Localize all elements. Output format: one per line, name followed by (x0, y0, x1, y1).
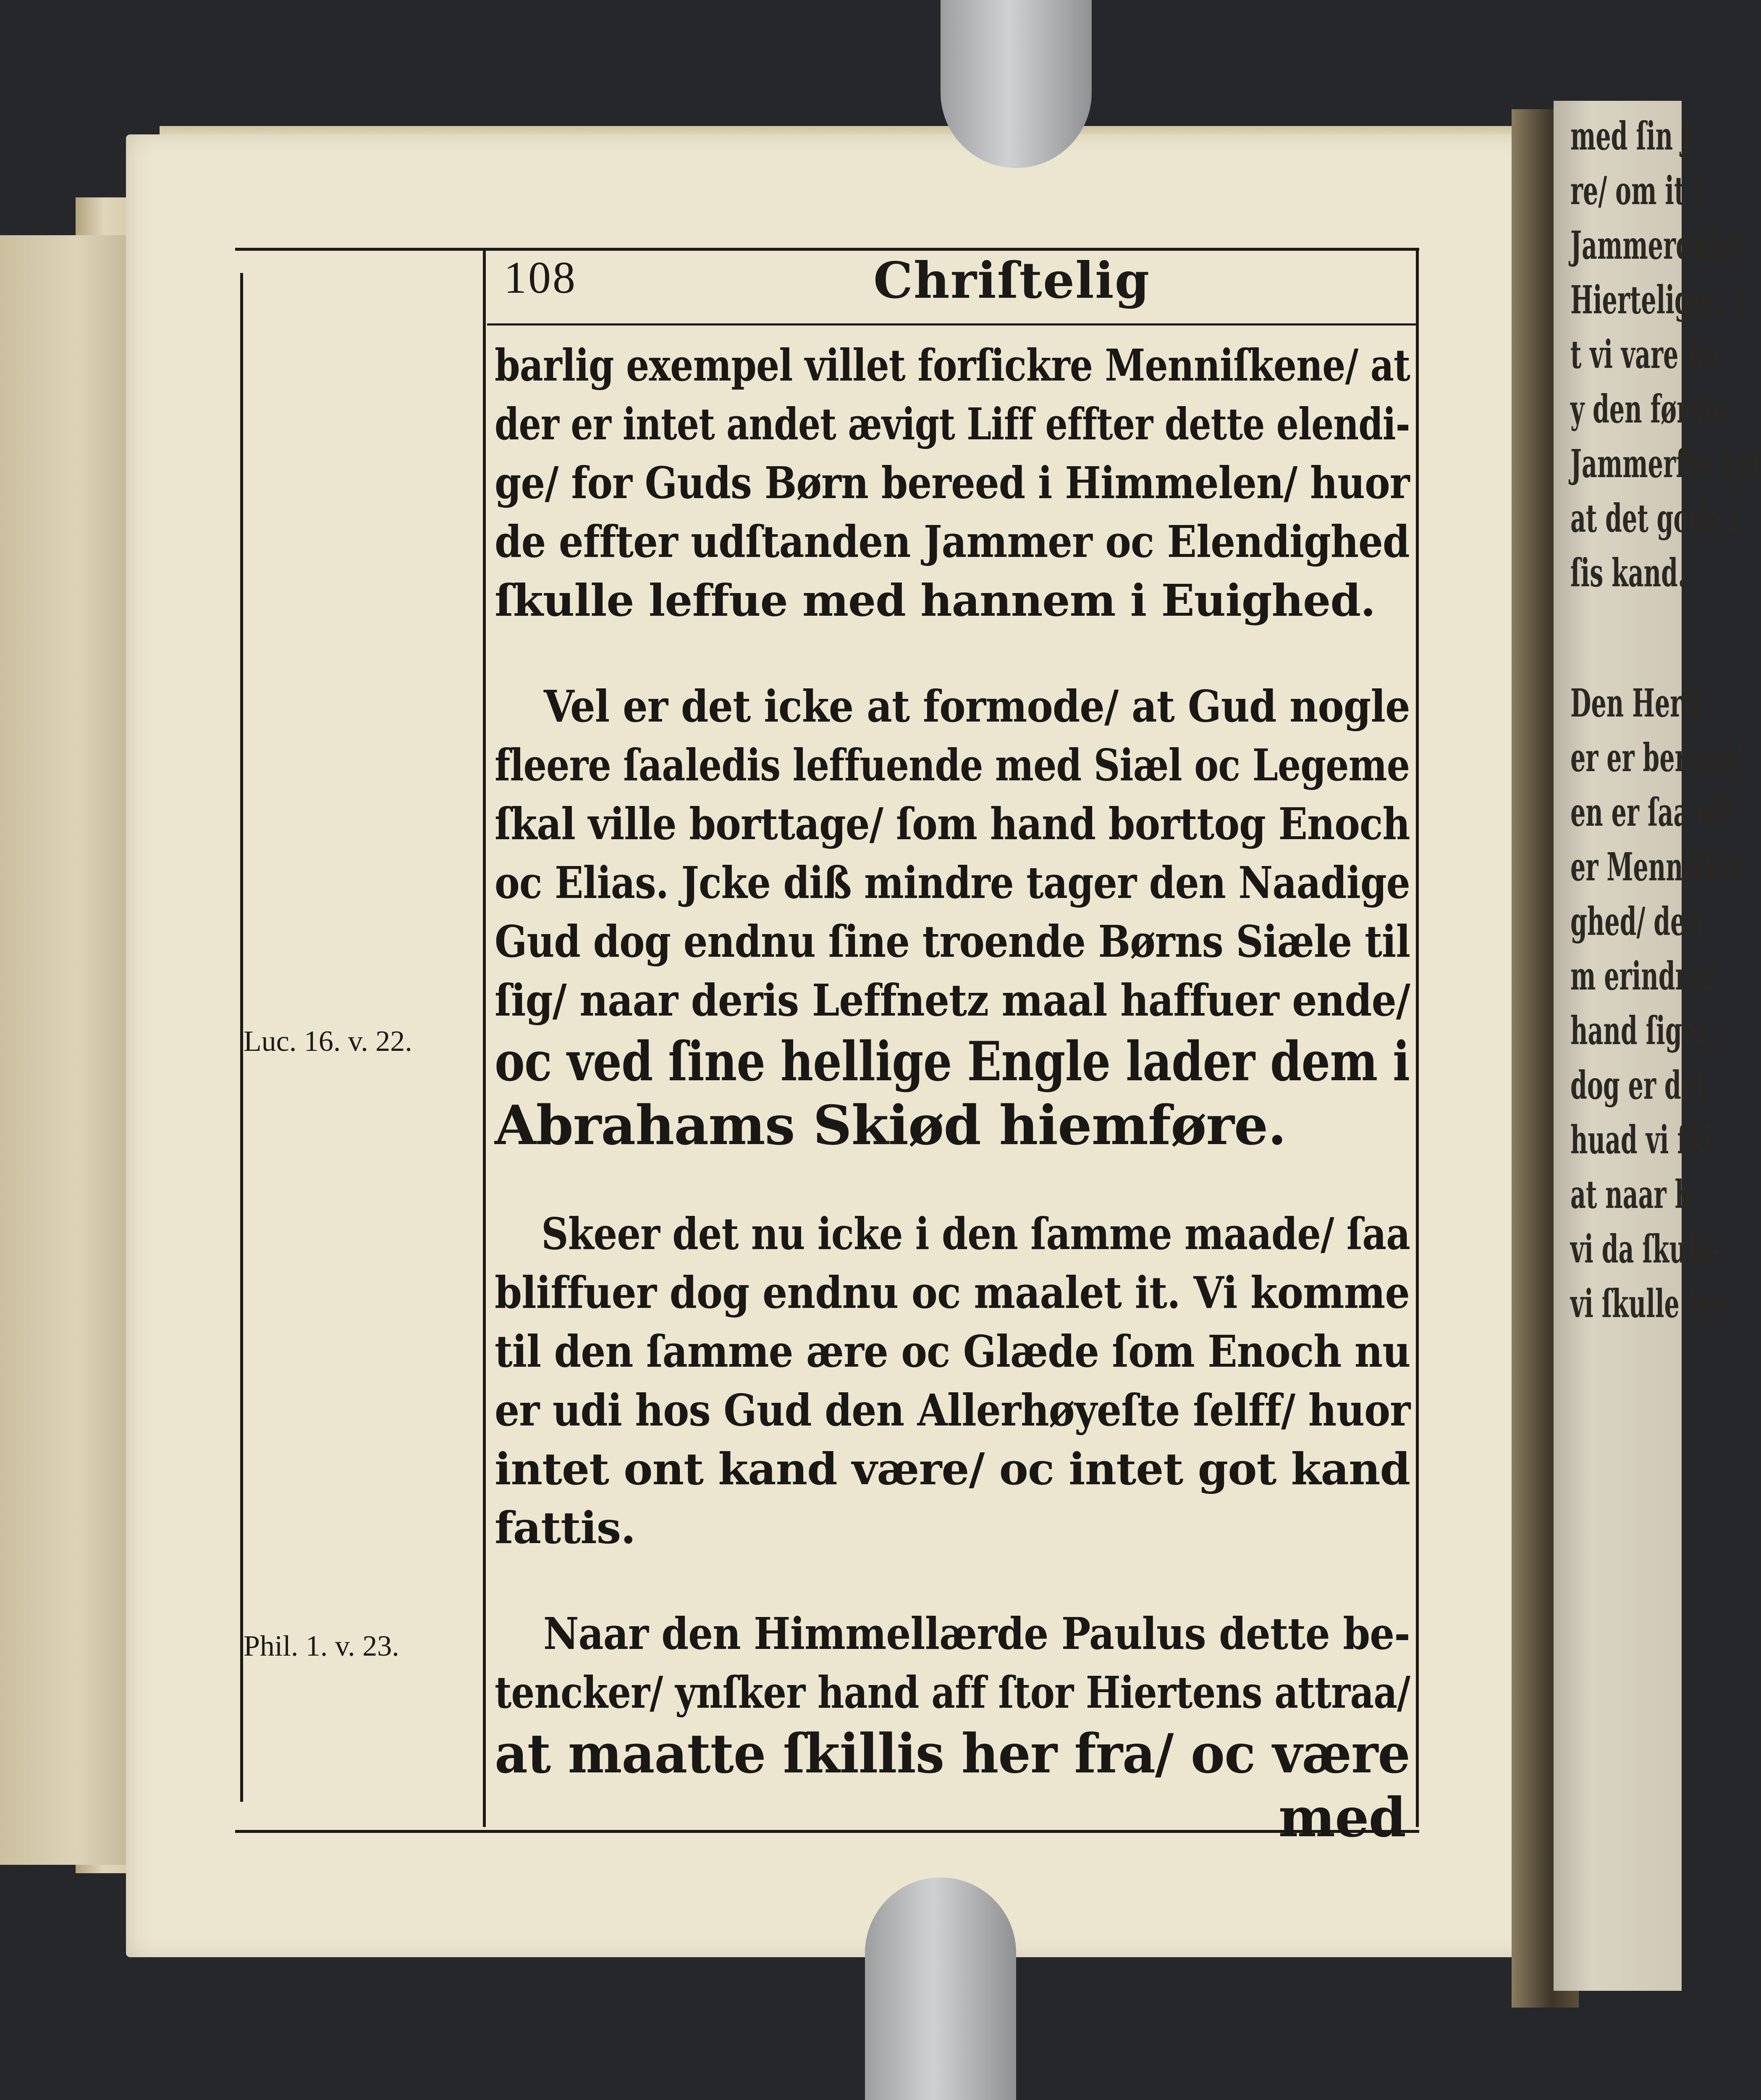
text-line: der er intet andet ævigt Liff effter dette elendi- (495, 398, 1410, 450)
catchword: med (1278, 1786, 1406, 1849)
facing-line: ghed/ den (1570, 899, 1703, 944)
text-line: ge/ for Guds Børn bereed i Himmelen/ huor (495, 457, 1410, 509)
text-line: barlig exempel villet forſickre Menniſkene/ at (495, 339, 1410, 391)
text-line: de effter udſtanden Jammer oc Elendighed (495, 516, 1410, 567)
text-line: Vel er det icke at formode/ at Gud nogle (544, 680, 1410, 732)
facing-line: vi da ſkulle (1570, 1226, 1720, 1272)
facing-line: re/ om it ſ (1570, 168, 1704, 213)
page-clamp-top (941, 0, 1092, 168)
text-line: ſkulle leffue med hannem i Euighed. (495, 575, 1376, 626)
facing-line: er Menniſkis (1570, 844, 1742, 890)
facing-line: dog er det (1570, 1063, 1708, 1108)
frame-rule-left (240, 273, 243, 1802)
facing-line: ſis kand. (1570, 550, 1686, 596)
text-line: Skeer det nu icke i den ſamme maade/ ſaa (541, 1208, 1410, 1260)
text-line: bliffuer dog endnu oc maalet it. Vi komme (495, 1267, 1410, 1318)
margin-note-philippians: Phil. 1. v. 23. (244, 1630, 399, 1662)
text-line: til den ſamme ære oc Glæde ſom Enoch nu (495, 1326, 1410, 1377)
facing-line: vi ſkulle ſee (1570, 1281, 1729, 1326)
facing-line: t vi vare be (1570, 332, 1719, 377)
text-line: tencker/ ynſker hand aff ſtor Hiertens attraa/ (495, 1667, 1410, 1718)
page-clamp-bottom (865, 1877, 1016, 2100)
text-line: Naar den Himmellærde Paulus dette be- (543, 1608, 1410, 1659)
frame-rule-right (1416, 248, 1419, 1827)
text-line: Abrahams Skiød hiemføre. (495, 1094, 1286, 1157)
facing-line: hand ſiger; (1570, 1008, 1719, 1053)
margin-note-luke: Luc. 16. v. 22. (244, 1025, 412, 1058)
running-head: Chriſtelig (873, 251, 1150, 310)
text-line: ſkal ville borttage/ ſom hand borttog Enoch (495, 798, 1410, 850)
text-line: fleere ſaaledis leffuende med Siæl oc Legeme (495, 739, 1410, 791)
facing-line: Jammerdaler (1570, 223, 1745, 268)
facing-line: med ſin J (1570, 113, 1693, 159)
text-line: ſig/ naar deris Leffnetz maal haffuer ende/ (495, 974, 1410, 1026)
text-line: er udi hos Gud den Allerhøyeſte ſelff/ huor (495, 1384, 1410, 1436)
facing-line: m erindrer (1570, 953, 1716, 999)
facing-line: Den Herli (1570, 680, 1701, 726)
facing-page (1554, 101, 1761, 1991)
facing-line: huad vi ſki (1570, 1117, 1714, 1163)
facing-line: at naar h (1570, 1172, 1692, 1217)
left-book-cover (0, 235, 139, 1865)
text-line: oc ved ſine hellige Engle lader dem i (495, 1030, 1410, 1093)
text-line: at maatte ſkillis her fra/ oc være (495, 1722, 1410, 1785)
facing-line: er er bereed/ (1570, 735, 1743, 780)
main-text (495, 336, 1414, 1850)
text-line: intet ont kand være/ oc intet got kand (495, 1443, 1410, 1495)
text-line: fattis. (495, 1502, 636, 1554)
page-number: 108 (504, 253, 577, 303)
margin-column-rule (483, 248, 486, 1827)
facing-line: Jammerſte Lyſ (1570, 441, 1761, 486)
text-line: oc Elias. Jcke diß mindre tager den Naadige (495, 857, 1410, 908)
facing-line: y den første (1570, 386, 1729, 432)
facing-line: en er ſaa off (1570, 790, 1733, 835)
facing-line: Hierteligen y (1570, 277, 1746, 323)
facing-line: at det gode i (1570, 496, 1739, 541)
text-line: Gud dog endnu ſine troende Børns Siæle til (495, 916, 1410, 967)
header-rule (487, 323, 1416, 326)
